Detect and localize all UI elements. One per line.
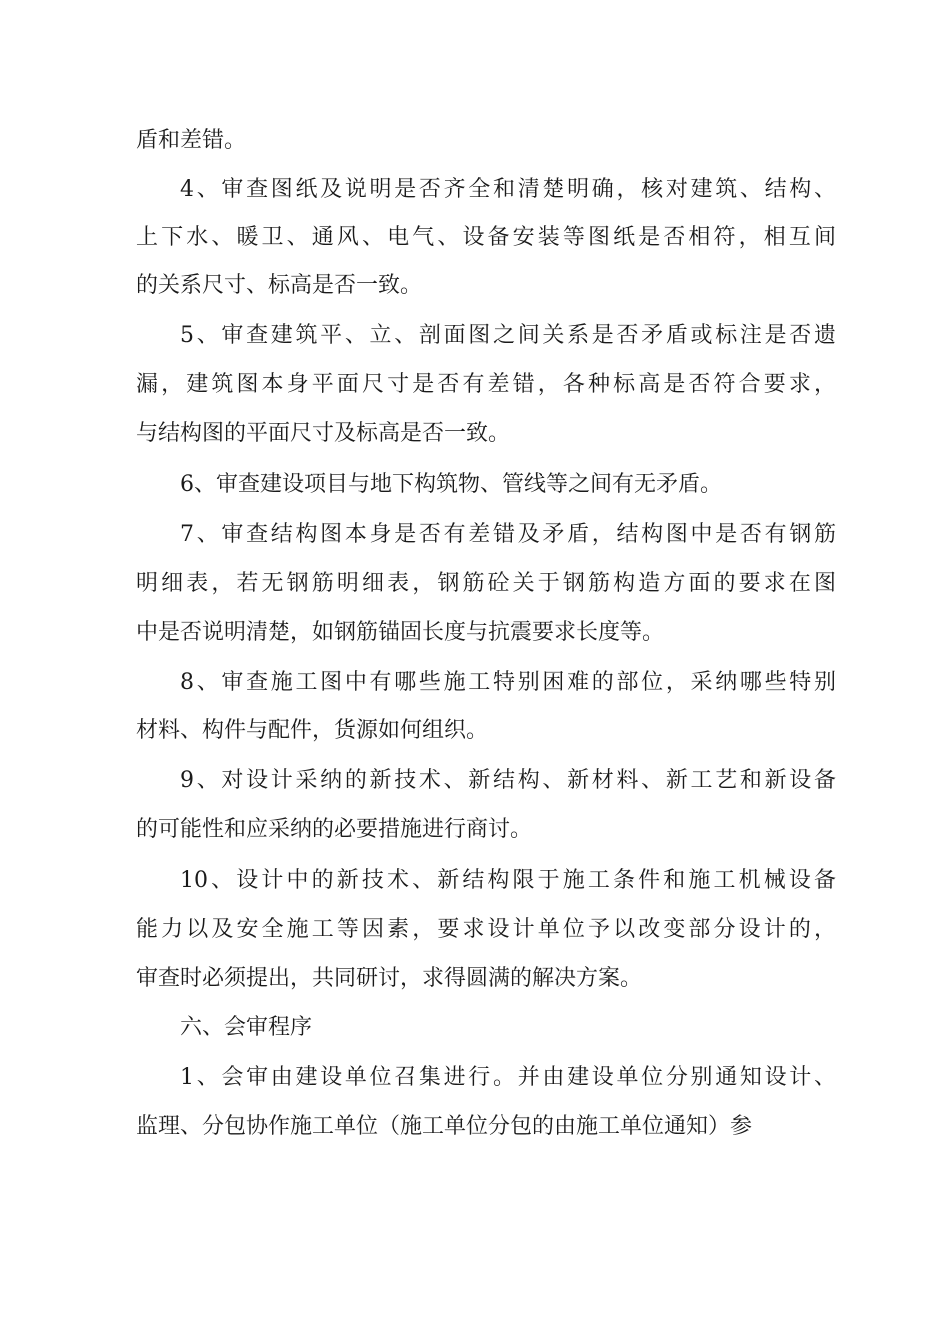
text-line: 与结构图的平面尺寸及标高是否一致。: [136, 421, 511, 446]
text-line: 漏，建筑图本身平面尺寸是否有差错，各种标高是否符合要求，: [136, 372, 836, 397]
text-line: 4、审查图纸及说明是否齐全和清楚明确，核对建筑、结构、: [180, 177, 836, 202]
text-line: 7、审查结构图本身是否有差错及矛盾，结构图中是否有钢筋: [180, 522, 836, 547]
text-line: 明细表，若无钢筋明细表，钢筋砼关于钢筋构造方面的要求在图: [136, 571, 836, 596]
text-line: 材料、构件与配件，货源如何组织。: [136, 718, 489, 743]
text-line: 上下水、暖卫、通风、电气、设备安装等图纸是否相符，相互间: [136, 225, 836, 250]
text-line: 监理、分包协作施工单位（施工单位分包的由施工单位通知）参: [136, 1114, 753, 1139]
text-line: 的关系尺寸、标高是否一致。: [136, 273, 423, 298]
text-line: 的可能性和应采纳的必要措施进行商讨。: [136, 817, 533, 842]
section-heading: 六、会审程序: [180, 1015, 313, 1040]
text-line: 盾和差错。: [136, 128, 247, 153]
text-line: 中是否说明清楚，如钢筋锚固长度与抗震要求长度等。: [136, 620, 665, 645]
text-line: 8、审查施工图中有哪些施工特别困难的部位，采纳哪些特别: [180, 670, 836, 695]
text-line: 5、审查建筑平、立、剖面图之间关系是否矛盾或标注是否遗: [180, 323, 836, 348]
text-line: 能力以及安全施工等因素，要求设计单位予以改变部分设计的，: [136, 917, 836, 942]
text-line: 1、会审由建设单位召集进行。并由建设单位分别通知设计、: [180, 1065, 836, 1090]
text-line: 10、设计中的新技术、新结构限于施工条件和施工机械设备: [180, 868, 836, 893]
text-line: 审查时必须提出，共同研讨，求得圆满的解决方案。: [136, 966, 643, 991]
text-line: 9、对设计采纳的新技术、新结构、新材料、新工艺和新设备: [180, 768, 836, 793]
text-line: 6、审查建设项目与地下构筑物、管线等之间有无矛盾。: [180, 472, 722, 497]
